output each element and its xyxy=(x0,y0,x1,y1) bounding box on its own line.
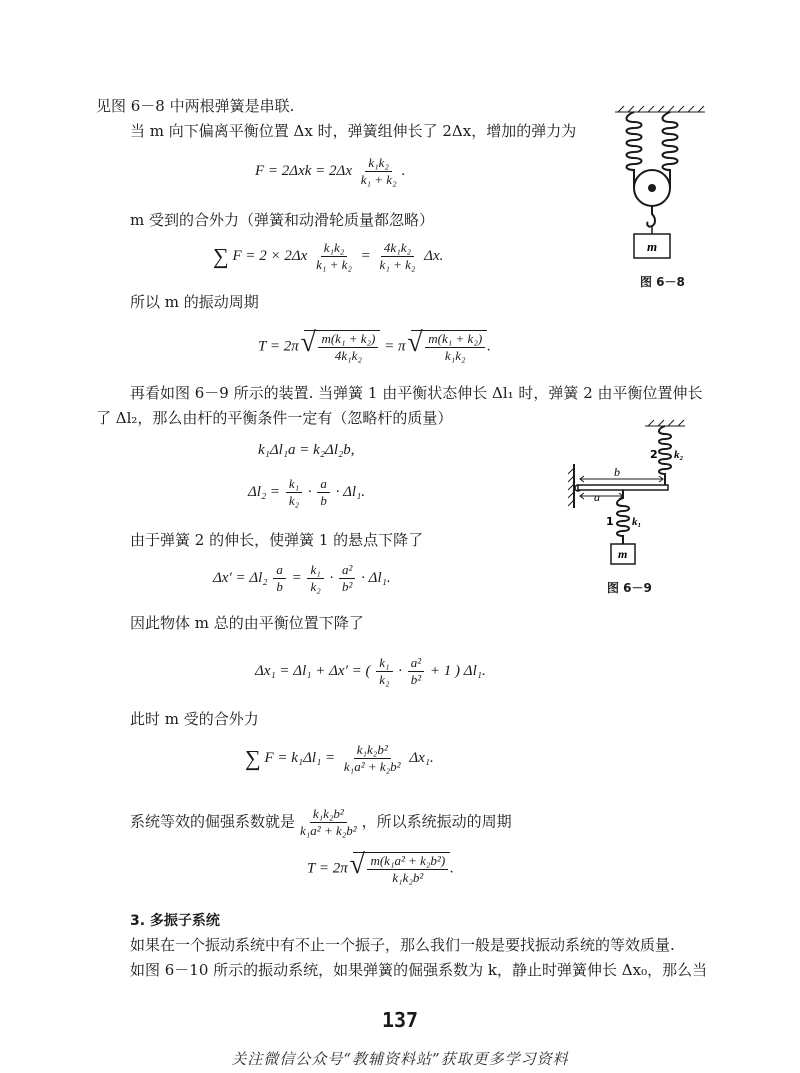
eq6-dot: · xyxy=(329,569,334,586)
paragraph-equivalent-stiffness xyxy=(130,806,512,839)
eq1-fraction xyxy=(358,155,400,188)
eq2-den2: k₁ + k₂ xyxy=(379,257,416,272)
lever-rod xyxy=(578,485,668,490)
eq7-dot: · xyxy=(398,662,403,679)
eq2-fraction-2 xyxy=(377,240,419,273)
eq5-fraction-2 xyxy=(317,476,330,509)
paragraph-suspension-drop: 由于弹簧 2 的伸长，使弹簧 1 的悬点下降了 xyxy=(130,531,424,549)
figure-6-9 xyxy=(560,418,700,583)
figure-6-8 xyxy=(610,104,710,264)
eq5-end: · Δl₁. xyxy=(335,483,366,500)
eq6-end: · Δl₁. xyxy=(361,569,391,586)
fig9-label-1: 1 xyxy=(606,515,614,528)
paragraph-figure-6-9-a: 再看如图 6－9 所示的装置. 当弹簧 1 由平衡状态伸长 Δl₁ 时，弹簧 2 由平衡位置伸长 xyxy=(130,384,703,402)
ceiling-2 xyxy=(645,420,685,426)
eq1-numerator: k₁k₂ xyxy=(365,155,392,172)
dimension-b xyxy=(580,476,663,482)
eq1-end: . xyxy=(401,162,406,179)
eq2-num2: 4k₁k₂ xyxy=(381,240,414,257)
eq5-lhs: Δl₂ = xyxy=(248,483,281,500)
eq8-den: k₁a² + k₂b² xyxy=(343,759,401,774)
eq3-fraction-1 xyxy=(318,331,378,364)
eq5-dot: · xyxy=(307,483,312,500)
equation-period-2 xyxy=(307,852,454,886)
eq3-sqrt-1 xyxy=(304,330,380,364)
eq6-den2: k₂ xyxy=(310,579,321,594)
sigma-symbol-2: ∑ xyxy=(245,745,261,771)
eq3-lhs: T = 2π xyxy=(258,338,299,355)
fig9-label-2: 2 xyxy=(650,448,658,461)
eq6-den3: b² xyxy=(341,579,353,594)
page-number: 137 xyxy=(381,1008,419,1032)
eq9-num: k₁k₂b² xyxy=(310,806,347,823)
eq3-mid: = π xyxy=(384,338,406,355)
paragraph-figure-6-9-b: 了 Δl₂，那么由杆的平衡条件一定有（忽略杆的质量） xyxy=(96,409,453,427)
fig9-label-k1: k₁ xyxy=(632,516,642,528)
eq6-lhs: Δx′ = Δl₂ xyxy=(213,569,268,586)
eq3-num2: √ m(k₁ + k₂) xyxy=(425,331,485,348)
eq6-den1: b xyxy=(276,579,283,594)
sigma-symbol: ∑ xyxy=(213,243,229,269)
fig8-mass-label: m xyxy=(647,239,658,254)
fig9-label-a: a xyxy=(594,490,600,504)
pulley-axle xyxy=(648,184,656,192)
eq5-den1: k₂ xyxy=(288,493,300,508)
footer-promo: 关注微信公众号“教辅资料站”获取更多学习资料 xyxy=(231,1050,569,1068)
p9-text-a: 系统等效的倔强系数就是 xyxy=(130,812,296,831)
wall xyxy=(568,464,574,508)
spring-1 xyxy=(617,490,629,544)
eq6-mid: = xyxy=(291,569,302,586)
eq2-num1: k₁k₂ xyxy=(321,240,348,257)
paragraph-multi-oscillator-a: 如果在一个振动系统中有不止一个振子，那么我们一般是要找振动系统的等效质量. xyxy=(130,936,675,954)
equation-net-force xyxy=(213,240,443,273)
paragraph-displacement: 当 m 向下偏离平衡位置 Δx 时，弹簧组伸长了 2Δx，增加的弹力为 xyxy=(130,122,577,140)
eq7-fraction-1 xyxy=(376,655,392,688)
eq6-num2: k₁ xyxy=(307,562,323,579)
hook xyxy=(647,206,655,227)
figure-6-9-caption: 图 6－9 xyxy=(607,581,652,595)
equation-delta-x1 xyxy=(255,655,486,688)
eq10-end: . xyxy=(450,860,454,877)
eq10-fraction xyxy=(367,853,448,886)
eq6-num1: a xyxy=(273,562,286,579)
eq1-lhs: F = 2Δxk = 2Δx xyxy=(255,162,352,179)
eq7-num2: a² xyxy=(408,655,424,672)
eq3-sqrt-2 xyxy=(411,330,487,364)
eq2-fraction-1 xyxy=(313,240,355,273)
paragraph-net-force-2: 此时 m 受的合外力 xyxy=(130,710,259,728)
eq8-fraction xyxy=(341,742,404,775)
eq2-mid: = xyxy=(360,247,371,264)
eq5-num2: a xyxy=(317,476,330,493)
section-title: 3. 多振子系统 xyxy=(130,913,220,929)
equation-period-1 xyxy=(258,330,491,364)
fig9-label-k2: k₂ xyxy=(674,449,684,461)
eq7-num1: k₁ xyxy=(376,655,392,672)
ceiling xyxy=(615,106,705,112)
eq10-num: √ m(k₁a² + k₂b²) xyxy=(367,853,448,870)
eq1-denominator: k₁ + k₂ xyxy=(360,172,397,187)
equation-force xyxy=(255,155,405,188)
paragraph-net-force: m 受到的合外力（弹簧和动滑轮质量都忽略） xyxy=(130,211,434,229)
eq6-fraction-1 xyxy=(273,562,286,595)
eq10-den: k₁k₂b² xyxy=(392,870,424,885)
equation-lever-balance: k₁Δl₁a = k₂Δl₂b, xyxy=(258,442,355,458)
eq6-fraction-3 xyxy=(339,562,355,595)
p9-text-b: ，所以系统振动的周期 xyxy=(361,812,512,831)
paragraph-multi-oscillator-b: 如图 6－10 所示的振动系统，如果弹簧的倔强系数为 k，静止时弹簧伸长 Δx₀，那么当 xyxy=(130,961,708,979)
eq3-end: . xyxy=(487,338,491,355)
eq3-fraction-2 xyxy=(425,331,485,364)
paragraph-period: 所以 m 的振动周期 xyxy=(130,293,259,311)
fig9-mass-label: m xyxy=(618,547,628,561)
eq8-num: k₁k₂b² xyxy=(354,742,391,759)
eq6-num3: a² xyxy=(339,562,355,579)
eq3-den1: 4k₁k₂ xyxy=(334,348,362,363)
eq6-fraction-2 xyxy=(307,562,323,595)
equation-delta-x-prime xyxy=(213,562,391,595)
eq10-sqrt xyxy=(353,852,450,886)
equation-delta-l2 xyxy=(248,476,365,509)
dimension-a xyxy=(580,493,623,499)
figure-6-8-caption: 图 6－8 xyxy=(640,275,685,289)
eq7-den1: k₂ xyxy=(379,672,390,687)
eq2-lhs: F = 2 × 2Δx xyxy=(232,247,308,264)
eq5-den2: b xyxy=(320,493,327,508)
eq7-end: + 1 ) Δl₁. xyxy=(429,662,486,679)
eq9-fraction xyxy=(297,806,360,839)
eq7-lhs: Δx₁ = Δl₁ + Δx′ = ( xyxy=(255,662,371,679)
eq3-num1: √ m(k₁ + k₂) xyxy=(318,331,378,348)
equation-net-force-2 xyxy=(245,742,434,775)
paragraph-total-drop: 因此物体 m 总的由平衡位置下降了 xyxy=(130,614,364,632)
eq9-den: k₁a² + k₂b² xyxy=(300,823,357,838)
eq3-den2: k₁k₂ xyxy=(444,348,466,363)
fig9-label-b: b xyxy=(614,465,620,479)
eq5-fraction-1 xyxy=(286,476,302,509)
eq10-lhs: T = 2π xyxy=(307,860,348,877)
eq8-end: Δx₁. xyxy=(409,749,434,766)
eq2-end: Δx. xyxy=(424,247,444,264)
eq5-num1: k₁ xyxy=(286,476,302,493)
eq7-den2: b² xyxy=(410,672,422,687)
paragraph-series-springs: 见图 6－8 中两根弹簧是串联. xyxy=(96,97,295,115)
eq8-lhs: F = k₁Δl₁ = xyxy=(264,749,336,766)
eq2-den1: k₁ + k₂ xyxy=(316,257,352,272)
eq7-fraction-2 xyxy=(408,655,424,688)
